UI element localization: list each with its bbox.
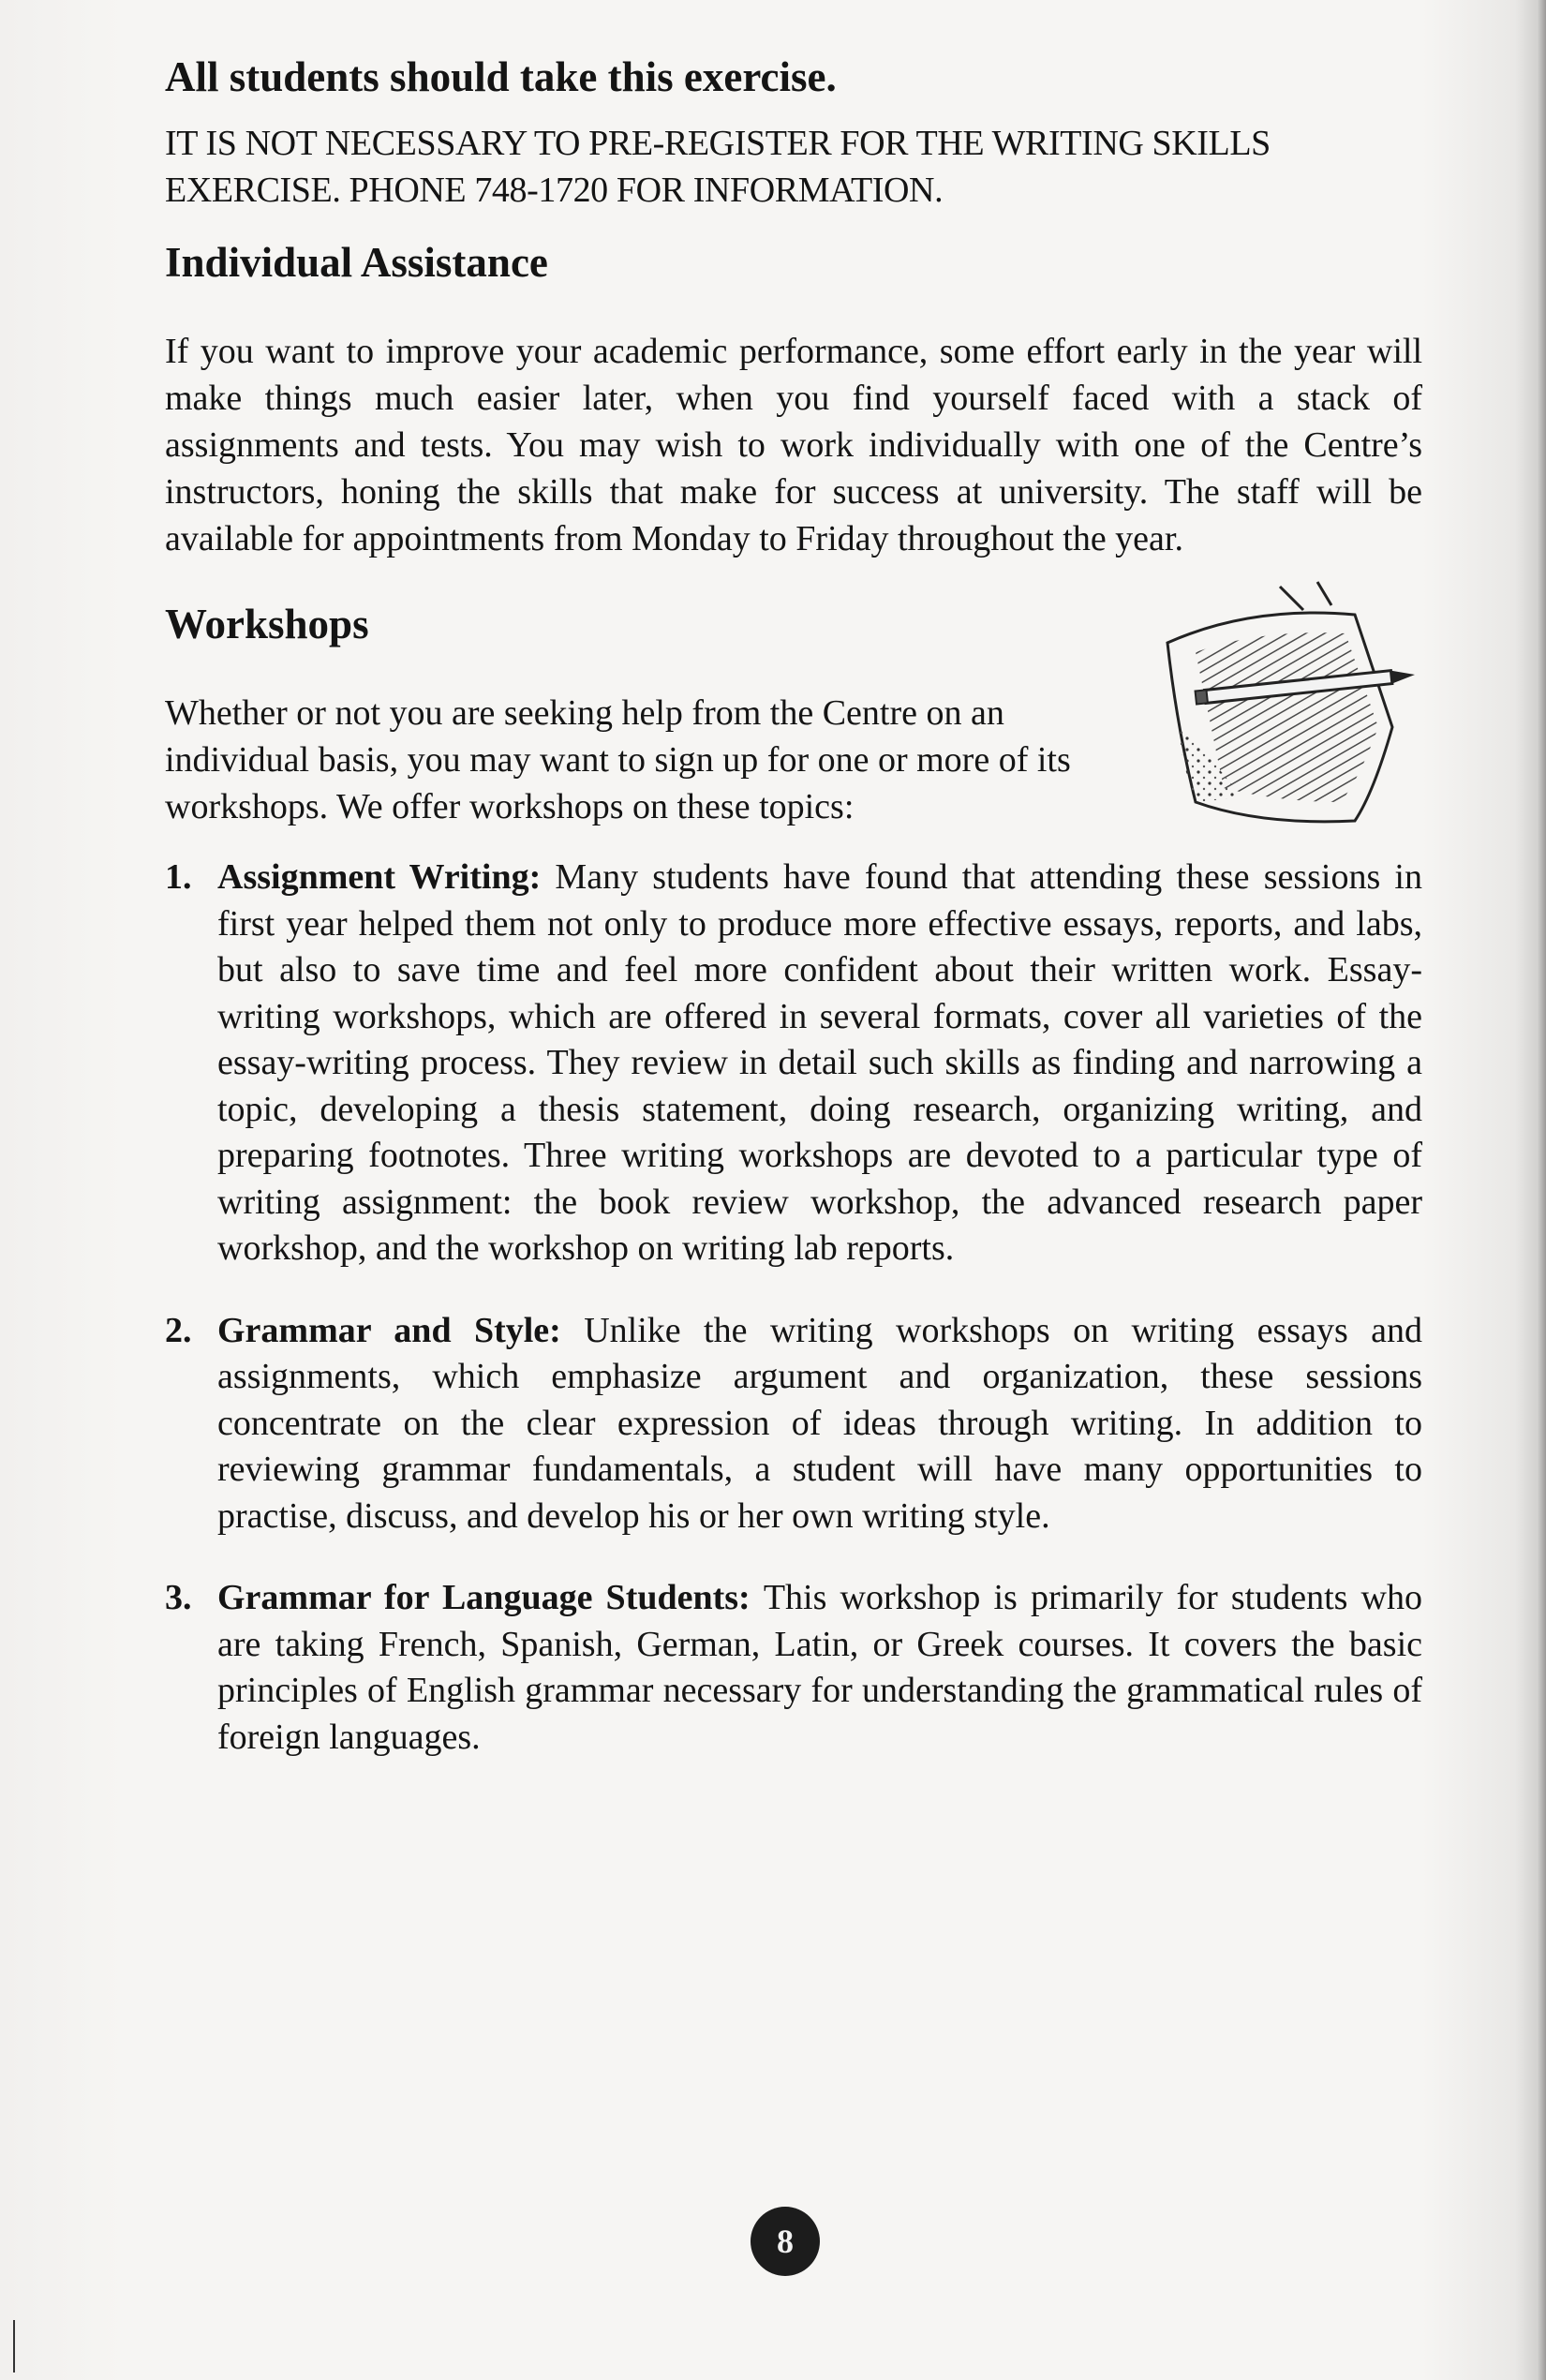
notice-line-1: IT IS NOT NECESSARY TO PRE-REGISTER FOR THE WRITING SKILLS [165,124,1271,163]
workshops-intro: Whether or not you are seeking help from the Centre on an individual basis, you may want to sign up for one or more of its workshops. We offer workshops on these topics: [165,693,1071,826]
list-item-title: Grammar for Language Students: [217,1578,764,1617]
page-edge-shadow [1537,0,1546,2380]
page-content [165,49,1422,1796]
list-item [165,1308,1422,1540]
workshops-heading: Workshops [165,601,369,647]
list-item-title: Grammar and Style: [217,1310,585,1350]
page-number-badge: 8 [751,2207,820,2276]
notice-line-2: EXERCISE. PHONE 748-1720 FOR INFORMATION. [165,171,944,210]
individual-assistance-body: If you want to improve your academic performance, some effort early in the year will make things much easier later, when you find yourself faced with a stack of assignments and tests. You may wish to work individually with one of the Centre’s instructors, honing the skills that make for success at university. The staff will be available for appointments from Monday to Friday throughout the year. [165,332,1422,558]
list-item [165,855,1422,1272]
list-item-text: This workshop is primarily for students who are taking French, Spanish, German, Latin, or Greek courses. It covers the basic principles of English grammar necessary for understanding the grammatical rules of foreign languages. [217,1578,1422,1757]
list-item-number: 1. [165,857,192,897]
list-item [165,1575,1422,1761]
workshop-topics-list [165,855,1422,1761]
list-item-text: Many students have found that attending these sessions in first year helped them not only to produce more effective essays, reports, and labs, but also to save time and feel more confident about their written work. Essay-writing workshops, which are offered in several formats, cover all varieties of the essay-writing process. They review in detail such skills as finding and narrowing a topic, developing a thesis statement, doing research, organizing writing, and preparing footnotes. Three writing workshops are devoted to a particular type of writing assignment: the book review workshop, the advanced research paper workshop, and the workshop on writing lab reports. [217,857,1422,1268]
list-item-title: Assignment Writing: [217,857,556,897]
list-item-number: 2. [165,1310,192,1350]
notepad-and-pencil-icon [1139,577,1420,849]
margin-mark [13,2320,15,2373]
exercise-heading: All students should take this exercise. [165,53,837,100]
list-item-text: Unlike the writing workshops on writing essays and assignments, which emphasize argument and organization, these sessions concentrate on the clear expression of ideas through writing. In addition to reviewing grammar fundamentals, a student will have many opportunities to practise, discuss, and develop his or her own writing style. [217,1310,1423,1536]
workshops-intro-block [165,596,1422,830]
individual-assistance-heading: Individual Assistance [165,239,548,286]
list-item-number: 3. [165,1578,192,1617]
registration-notice [165,120,1422,214]
